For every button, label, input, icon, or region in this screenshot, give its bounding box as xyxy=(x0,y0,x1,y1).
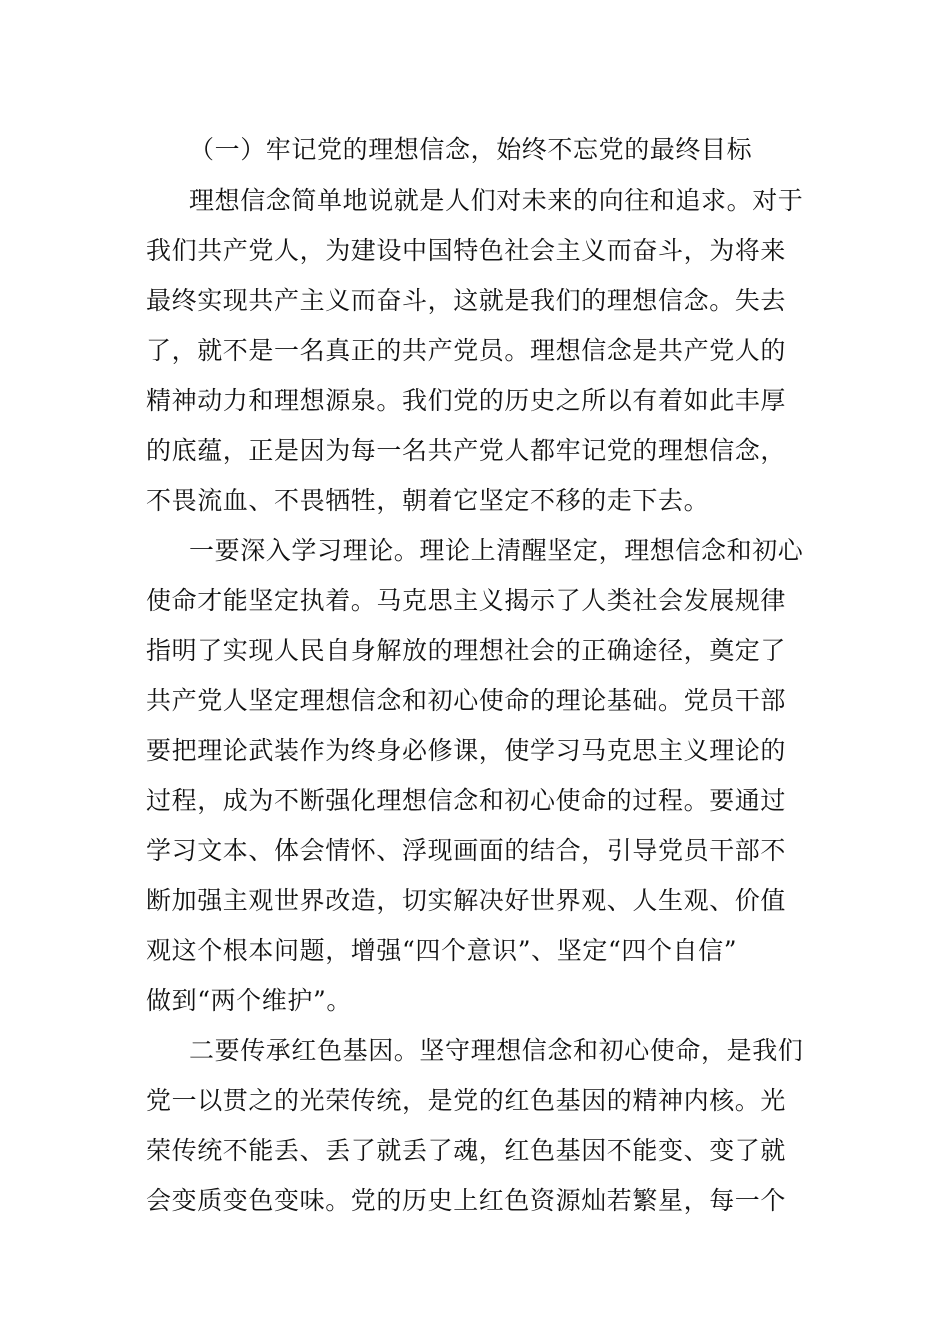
paragraph-line: 使命才能坚定执着。马克思主义揭示了人类社会发展规律 xyxy=(146,586,787,615)
paragraph-line: 荣传统不能丢、丢了就丢了魂，红色基因不能变、变了就 xyxy=(146,1136,787,1165)
paragraph-line: 二要传承红色基因。坚守理想信念和初心使命，是我们 xyxy=(189,1036,804,1065)
paragraph-line: 做到“两个维护”。 xyxy=(146,986,352,1015)
paragraph-line: 最终实现共产主义而奋斗，这就是我们的理想信念。失去 xyxy=(146,286,787,315)
paragraph-line: 指明了实现人民自身解放的理想社会的正确途径，奠定了 xyxy=(146,636,787,665)
paragraph-line: 不畏流血、不畏牺牲，朝着它坚定不移的走下去。 xyxy=(146,486,710,515)
paragraph-line: 观这个根本问题，增强“四个意识”、坚定“四个自信” xyxy=(146,936,738,965)
paragraph-line: 一要深入学习理论。理论上清醒坚定，理想信念和初心 xyxy=(189,536,804,565)
section-heading: （一）牢记党的理想信念，始终不忘党的最终目标 xyxy=(189,135,753,164)
paragraph-line: 党一以贯之的光荣传统，是党的红色基因的精神内核。光 xyxy=(146,1086,787,1115)
paragraph-line: 精神动力和理想源泉。我们党的历史之所以有着如此丰厚 xyxy=(146,386,787,415)
paragraph-line: 理想信念简单地说就是人们对未来的向往和追求。对于 xyxy=(189,186,804,215)
paragraph-line: 共产党人坚定理想信念和初心使命的理论基础。党员干部 xyxy=(146,686,787,715)
paragraph-line: 会变质变色变味。党的历史上红色资源灿若繁星，每一个 xyxy=(146,1186,787,1215)
paragraph-line: 过程，成为不断强化理想信念和初心使命的过程。要通过 xyxy=(146,786,787,815)
paragraph-line: 学习文本、体会情怀、浮现画面的结合，引导党员干部不 xyxy=(146,836,787,865)
paragraph-line: 的底蕴，正是因为每一名共产党人都牢记党的理想信念， xyxy=(146,436,787,465)
paragraph-line: 断加强主观世界改造，切实解决好世界观、人生观、价值 xyxy=(146,886,787,915)
paragraph-line: 了，就不是一名真正的共产党员。理想信念是共产党人的 xyxy=(146,336,787,365)
paragraph-line: 要把理论武装作为终身必修课，使学习马克思主义理论的 xyxy=(146,736,787,765)
paragraph-line: 我们共产党人，为建设中国特色社会主义而奋斗，为将来 xyxy=(146,236,787,265)
